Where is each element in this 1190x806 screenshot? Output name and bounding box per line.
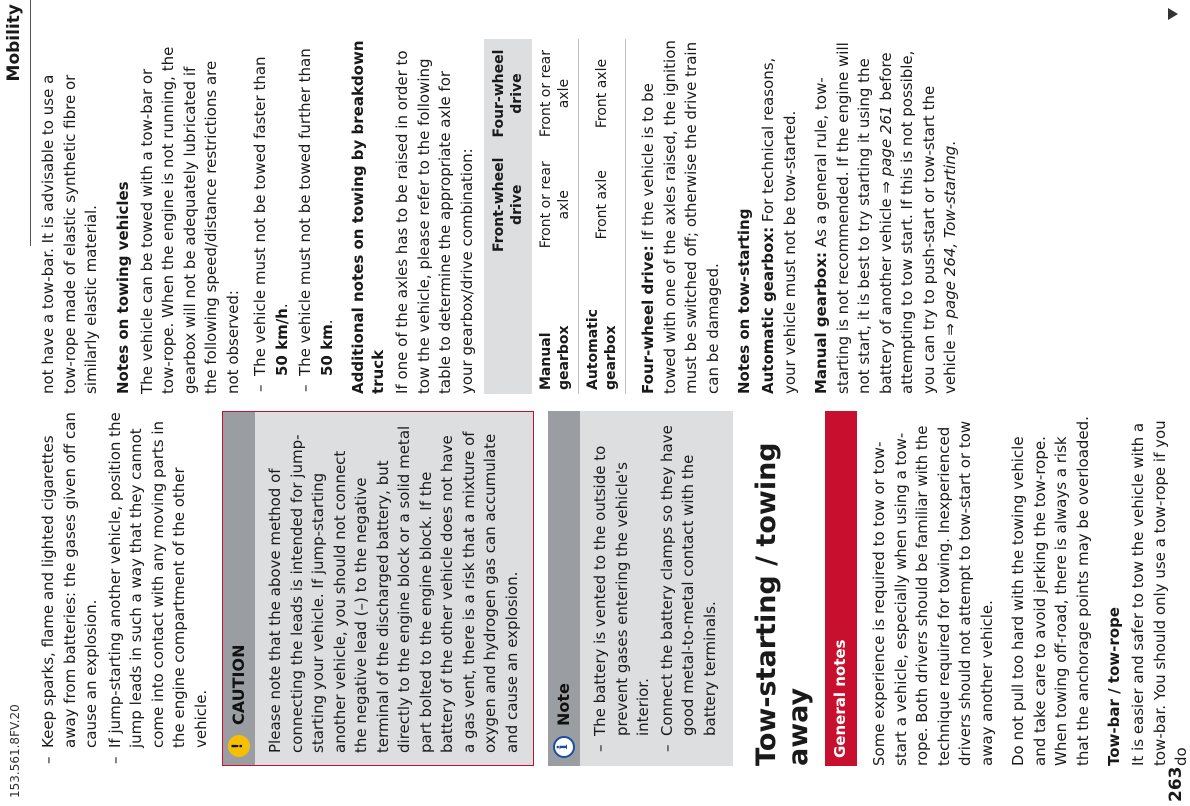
section-header: Mobility: [4, 4, 24, 82]
paragraph: Four-wheel drive: If the vehicle is to be towed with one of the axles raised, the ignition must be switched off; otherwise the drive train can be damaged.: [639, 40, 722, 394]
document-id: 153.561.8FV.20: [8, 704, 22, 798]
table-header: [484, 261, 532, 394]
section-title: Tow-starting / towing away: [751, 442, 814, 766]
table-cell: Manual gearbox: [532, 261, 579, 394]
speed-limit: 50 km/h: [272, 308, 291, 376]
paragraph: Automatic gearbox: For technical reasons, your vehicle must not be tow-started.: [759, 57, 799, 394]
paragraph: Manual gearbox: As a general rule, tow-starting is not recommended. If the engine will not start, it is best to try starting it using the battery of another vehicle ⇒ page 261 before attempting to tow start. If this is not possible, you can try to push-start or tow-start the vehicle ⇒ page 264, Tow-starting.: [812, 42, 959, 394]
list-item: – The vehicle must not be towed further than 50 km.: [295, 39, 338, 394]
table-header: Front-wheel drive: [484, 148, 532, 261]
intro-bullet-list: [38, 411, 212, 766]
general-notes-bar: General notes: [825, 411, 857, 766]
speed-bullet-list: [250, 39, 338, 394]
list-item: – Connect the battery clamps so they have good metal-to-metal contact with the battery terminals.: [657, 423, 722, 754]
table-cell: Front or rear axle: [532, 148, 579, 261]
left-column: [38, 411, 1190, 766]
paragraph: If one of the axles has to be raised in order to tow the vehicle, please refer to the following table to determine the appropriate axle for your gearbox/drive combination:: [393, 50, 476, 394]
note-box: [548, 411, 733, 766]
table-header-row: [484, 39, 532, 394]
list-item: – Keep sparks, flame and lighted cigarettes away from batteries: the gases given off can cause an explosion.: [38, 411, 103, 766]
paragraph: Some experience is required to tow or tow-start a vehicle, especially when using a tow-rope. Both drivers should be familiar with the technique required for towing. Inexperienced drivers should not attempt to tow-start or tow away another vehicle.: [870, 420, 996, 766]
towing-heading: Notes on towing vehicles: [113, 181, 132, 394]
table-cell: Automatic gearbox: [579, 261, 626, 394]
right-column: [38, 39, 972, 394]
page-number: 263: [1166, 766, 1186, 802]
note-title: Note: [554, 683, 574, 726]
paragraph: The vehicle can be towed with a tow-bar or tow-rope. When the engine is not running, the gearbox will not be adequately lubricated if the following speed/distance restrictions are not observed:: [137, 46, 242, 394]
paragraph: It is easier and safer to tow the vehicle with a tow-bar. You should only use a tow-rope if you do: [1129, 420, 1190, 766]
header-rule: [30, 0, 31, 246]
note-bullet-list: [590, 423, 721, 754]
table-cell: Front axle: [579, 39, 626, 148]
table-cell: Front or rear axle: [532, 39, 579, 148]
axle-table: [484, 39, 626, 394]
page-reference-link[interactable]: ⇒ page 261: [876, 105, 895, 194]
caution-text: Please note that the above method of connecting the leads is intended for jump-starting your vehicle. If jump-starting another vehicle, you should not connect the negative lead (–) to the negative terminal of the discharged battery, but directly to the engine block or a solid metal part bolted to the engine block. If the battery of the other vehicle does not have a gas vent, there is a risk that a mixture of oxygen and hydrogen gas can accumulate and cause an explosion.: [255, 412, 533, 765]
caution-title: CAUTION: [229, 644, 249, 725]
continue-arrow-icon: [1168, 8, 1178, 20]
paragraph: not have a tow-bar. It is advisable to use a tow-rope made of elastic synthetic fibre or similarly elastic material.: [39, 74, 100, 394]
list-item: – If jump-starting another vehicle, position the jump leads in such a way that they cannot come into contact with any moving parts in the engine compartment of the other vehicle.: [105, 411, 213, 766]
paragraph: Do not pull too hard with the towing vehicle and take care to avoid jerking the tow-rope. When towing off-road, there is always a risk that the anchorage points may be overloaded.: [1009, 416, 1092, 766]
page-reference-link[interactable]: ⇒ page 264, Tow-starting: [941, 145, 959, 336]
table-row: [532, 39, 579, 394]
list-item: – The battery is vented to the outside to prevent gases entering the vehicle's interior.: [590, 423, 655, 754]
distance-limit: 50 km: [317, 324, 336, 376]
table-row: [579, 39, 626, 394]
note-header: [548, 411, 580, 766]
breakdown-heading: Additional notes on towing by breakdown truck: [349, 40, 387, 394]
caution-header: [223, 412, 255, 765]
caution-icon: !: [228, 735, 250, 757]
table-cell: Front axle: [579, 148, 626, 261]
table-header: Four-wheel drive: [484, 39, 532, 148]
caution-box: [222, 411, 534, 766]
towbar-heading: Tow-bar / tow-rope: [1105, 607, 1123, 766]
list-item: – The vehicle must not be towed faster than 50 km/h.: [250, 39, 293, 394]
towstart-heading: Notes on tow-starting: [735, 208, 753, 394]
info-icon: i: [553, 736, 575, 758]
